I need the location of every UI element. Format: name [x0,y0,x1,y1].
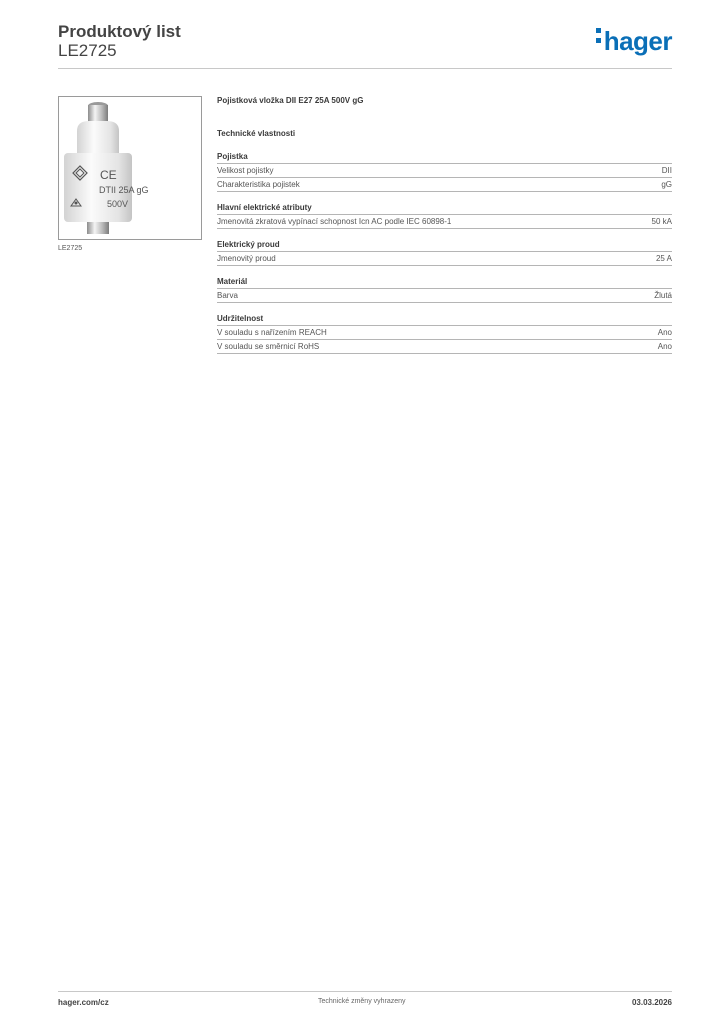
spec-label: V souladu s nařízením REACH [217,328,327,337]
spec-label: Jmenovitý proud [217,254,276,263]
spec-row [217,215,672,229]
spec-value: Ano [657,328,672,337]
product-image [58,96,202,240]
spec-value: 50 kA [651,217,672,226]
spec-group-fuse [217,152,672,192]
spec-label: Velikost pojistky [217,166,274,175]
spec-row [217,289,672,303]
spec-label: Barva [217,291,238,300]
website-link[interactable]: hager.com/cz [58,998,109,1007]
spec-row [217,178,672,192]
spec-group-title: Udržitelnost [217,314,672,326]
product-code: LE2725 [58,41,117,60]
spec-group-title: Elektrický proud [217,240,672,252]
page-header [58,20,672,68]
footer-date: 03.03.2026 [631,998,672,1007]
product-details [217,96,672,354]
footer-divider [58,991,672,992]
spec-row [217,252,672,266]
spec-group-title: Hlavní elektrické atributy [217,203,672,215]
spec-value: Žlutá [654,291,672,300]
spec-label: V souladu se směrnicí RoHS [217,342,320,351]
spec-group-title: Pojistka [217,152,672,164]
spec-value: DII [661,166,672,175]
fuse-print-line1: DTII 25A gG [99,185,149,195]
spec-value: Ano [657,342,672,351]
hager-logo [596,26,672,57]
spec-group-title: Materiál [217,277,672,289]
fuse-cartridge-image [59,97,201,239]
spec-value: 25 A [655,254,672,263]
product-name: Pojistková vložka DII E27 25A 500V gG [217,96,364,105]
spec-group-sustainability [217,314,672,354]
spec-group-current [217,240,672,266]
spec-label: Jmenovitá zkratová vypínací schopnost Icn AC podle IEC 60898-1 [217,217,452,226]
spec-group-electrical [217,203,672,229]
spec-group-material [217,277,672,303]
spec-value: gG [661,180,672,189]
spec-row [217,326,672,340]
header-divider [58,68,672,69]
technical-properties-heading: Technické vlastnosti [217,129,296,138]
spec-row [217,164,672,178]
document-title: Produktový list [58,22,181,41]
footer-disclaimer: Technické změny vyhrazeny [318,998,406,1005]
fuse-print-line2: 500V [107,199,129,209]
spec-label: Charakteristika pojistek [217,180,300,189]
logo-text: hager [603,26,672,56]
ce-mark: CE [100,168,117,182]
spec-row [217,340,672,354]
logo-colon-icon [596,25,604,48]
image-caption: LE2725 [58,245,83,252]
